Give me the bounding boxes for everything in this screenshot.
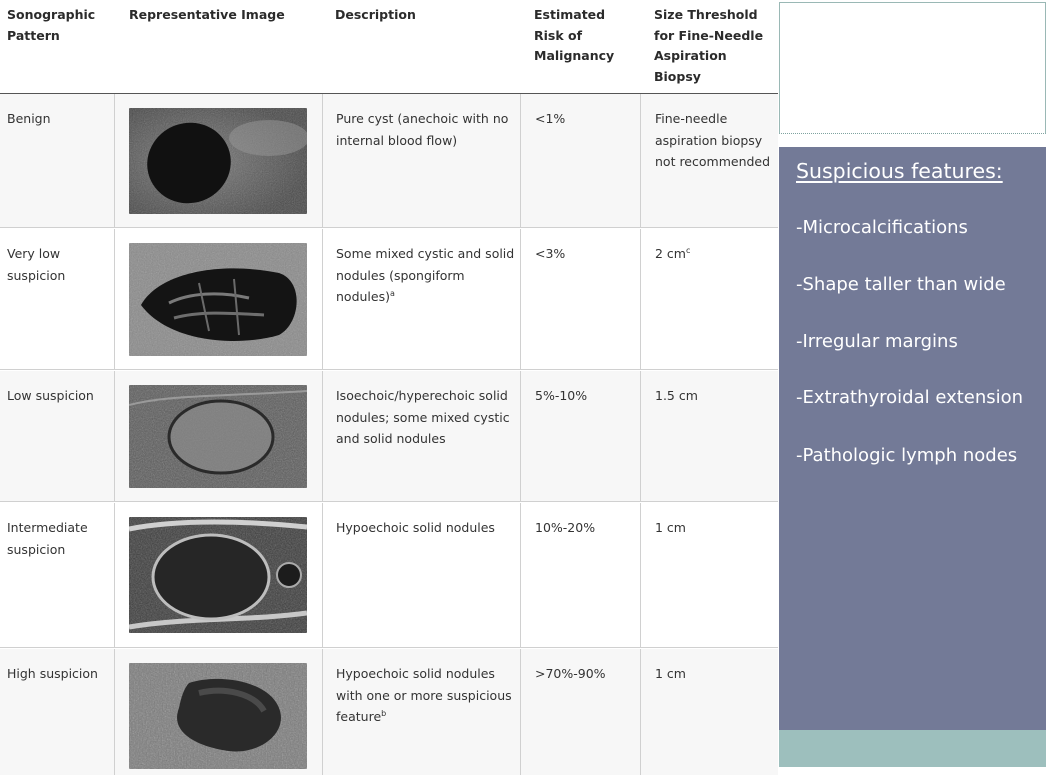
table-row — [0, 94, 778, 228]
feature-item: -Shape taller than wide — [796, 274, 1006, 295]
description-text: Some mixed cystic and solid nodules (spongiform nodules) — [336, 246, 515, 304]
description-cell — [322, 649, 520, 775]
table-header — [0, 0, 778, 94]
image-cell — [114, 503, 322, 647]
description-cell — [322, 371, 520, 501]
image-cell — [114, 94, 322, 227]
suspicious-features-panel — [779, 147, 1046, 730]
description-text: Hypoechoic solid nodules — [336, 520, 495, 535]
footnote-mark: c — [685, 245, 691, 255]
threshold-cell — [640, 371, 778, 501]
ultrasound-image — [129, 663, 307, 769]
header-representative-image: Representative Image — [129, 7, 285, 22]
feature-item: -Pathologic lymph nodes — [796, 445, 1018, 466]
threshold-text: 2 cm — [655, 246, 686, 261]
table-row — [0, 649, 778, 775]
pattern-cell: High suspicion — [7, 666, 98, 681]
pattern-cell: Low suspicion — [7, 388, 94, 403]
threshold-text: 1.5 cm — [655, 388, 698, 403]
image-cell — [114, 229, 322, 369]
footer-strip — [779, 730, 1046, 767]
header-size-threshold: Size Threshold for Fine-Needle Aspiration Biopsy — [654, 7, 764, 84]
feature-item: -Extrathyroidal extension — [796, 387, 1024, 408]
threshold-text: 1 cm — [655, 666, 686, 681]
feature-item: -Microcalcifications — [796, 217, 968, 238]
description-cell — [322, 503, 520, 647]
ultrasound-image — [129, 517, 307, 633]
table-row — [0, 503, 778, 648]
threshold-text: Fine-needle aspiration biopsy not recommended — [655, 111, 771, 169]
header-description: Description — [335, 7, 416, 22]
header-risk-of-malignancy: Estimated Risk of Malignancy — [534, 7, 615, 63]
ultrasound-image — [129, 385, 307, 488]
ultrasound-image — [129, 243, 307, 356]
risk-cell: >70%-90% — [520, 649, 640, 775]
threshold-cell — [640, 229, 778, 369]
risk-cell: <1% — [520, 94, 640, 227]
description-text: Hypoechoic solid nodules with one or more suspicious feature — [336, 666, 512, 724]
table-row — [0, 229, 778, 370]
description-cell — [322, 94, 520, 227]
blank-text-box — [779, 2, 1046, 134]
panel-title: Suspicious features: — [796, 159, 1003, 183]
description-text: Pure cyst (anechoic with no internal blood flow) — [336, 111, 509, 148]
risk-cell: 10%-20% — [520, 503, 640, 647]
description-text: Isoechoic/hyperechoic solid nodules; some mixed cystic and solid nodules — [336, 388, 510, 446]
table-row — [0, 371, 778, 502]
risk-cell: 5%-10% — [520, 371, 640, 501]
risk-cell: <3% — [520, 229, 640, 369]
footnote-mark: b — [381, 708, 387, 718]
pattern-cell: Benign — [7, 111, 51, 126]
pattern-cell: Intermediate suspicion — [7, 520, 88, 557]
image-cell — [114, 649, 322, 775]
threshold-text: 1 cm — [655, 520, 686, 535]
ultrasound-image — [129, 108, 307, 214]
feature-item: -Irregular margins — [796, 331, 958, 352]
footnote-mark: a — [389, 288, 395, 298]
threshold-cell — [640, 503, 778, 647]
threshold-cell — [640, 94, 778, 227]
threshold-cell — [640, 649, 778, 775]
description-cell — [322, 229, 520, 369]
header-sonographic-pattern: Sonographic Pattern — [7, 7, 96, 43]
image-cell — [114, 371, 322, 501]
pattern-cell: Very low suspicion — [7, 246, 66, 283]
